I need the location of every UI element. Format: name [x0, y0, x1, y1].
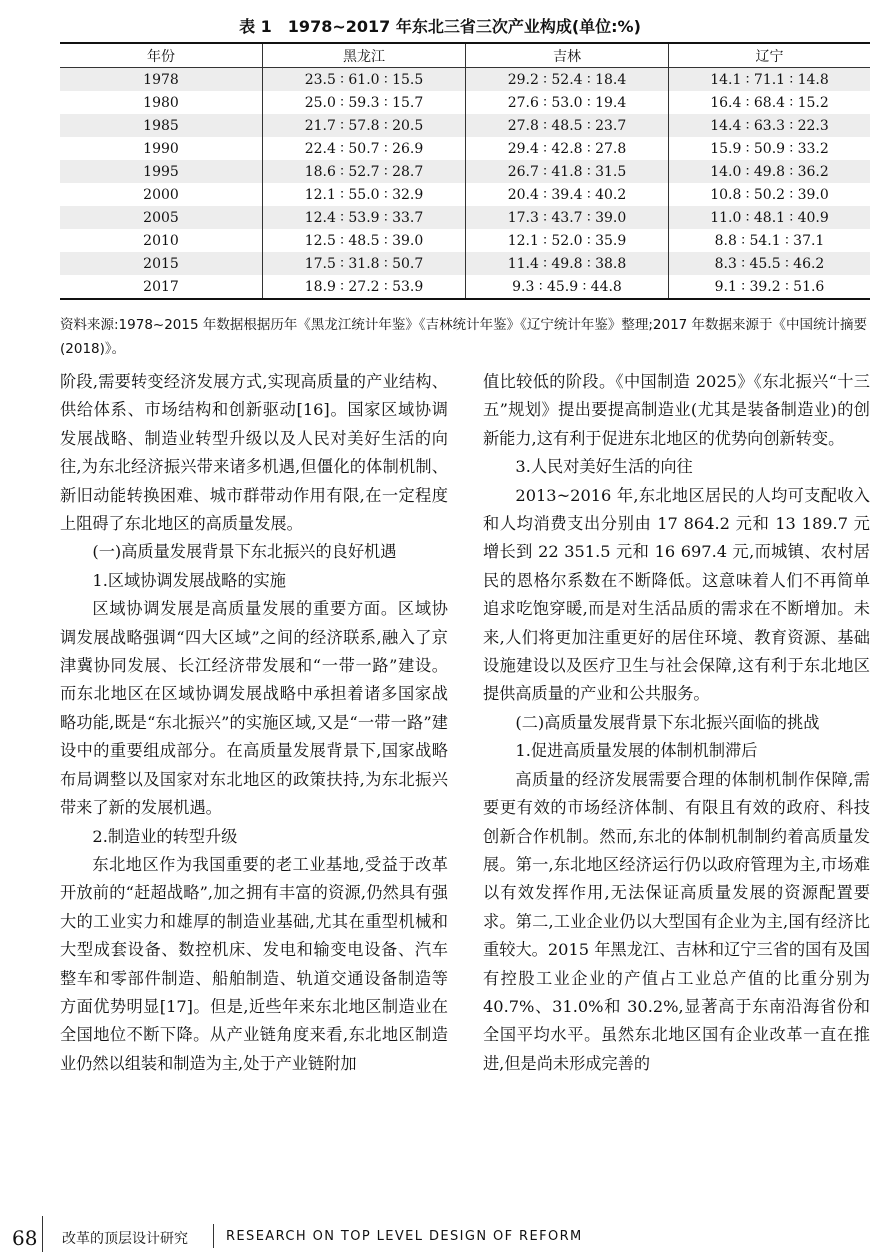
cell-ratio: 9.3 ∶ 45.9 ∶ 44.8	[466, 275, 669, 299]
paragraph: 阶段,需要转变经济发展方式,实现高质量的产业结构、供给体系、市场结构和创新驱动[16]。国家区域协调发展战略、制造业转型升级以及人民对美好生活的向往,为东北经济振兴带来诸多机遇,但僵化的体制机制、新旧动能转换困难、城市群带动作用有限,在一定程度上阻碍了东北地区的高质量发展。	[60, 372, 448, 534]
table-caption: 表 1 1978~2017 年东北三省三次产业构成(单位:%)	[239, 17, 641, 36]
table-row	[60, 252, 870, 275]
journal-title-cn: 改革的顶层设计研究	[62, 1231, 188, 1247]
header-year: 年份	[60, 43, 263, 68]
cell-ratio: 12.1 ∶ 52.0 ∶ 35.9	[466, 229, 669, 252]
cell-year: 2005	[60, 206, 263, 229]
cell-ratio: 10.8 ∶ 50.2 ∶ 39.0	[669, 183, 871, 206]
cell-ratio: 9.1 ∶ 39.2 ∶ 51.6	[669, 275, 871, 299]
cell-ratio: 15.9 ∶ 50.9 ∶ 33.2	[669, 137, 871, 160]
right-text-column	[483, 368, 870, 1078]
cell-ratio: 14.1 ∶ 71.1 ∶ 14.8	[669, 68, 871, 92]
journal-title-en: RESEARCH ON TOP LEVEL DESIGN OF REFORM	[226, 1229, 583, 1244]
cell-ratio: 8.8 ∶ 54.1 ∶ 37.1	[669, 229, 871, 252]
cell-ratio: 17.5 ∶ 31.8 ∶ 50.7	[263, 252, 466, 275]
cell-ratio: 27.6 ∶ 53.0 ∶ 19.4	[466, 91, 669, 114]
cell-ratio: 29.4 ∶ 42.8 ∶ 27.8	[466, 137, 669, 160]
cell-year: 1995	[60, 160, 263, 183]
cell-year: 2010	[143, 232, 179, 249]
footer-divider-line	[42, 1216, 43, 1252]
cell-ratio: 8.3 ∶ 45.5 ∶ 46.2	[669, 252, 871, 275]
paragraph: 1.区域协调发展战略的实施	[92, 570, 286, 590]
cell-ratio: 27.8 ∶ 48.5 ∶ 23.7	[466, 114, 669, 137]
cell-ratio: 12.5 ∶ 48.5 ∶ 39.0	[263, 229, 466, 252]
paragraph: 3.人民对美好生活的向往	[515, 457, 693, 477]
cell-ratio: 23.5 ∶ 61.0 ∶ 15.5	[263, 68, 466, 92]
table-row	[60, 275, 870, 299]
cell-ratio: 14.0 ∶ 49.8 ∶ 36.2	[669, 160, 871, 183]
cell-ratio: 17.3 ∶ 43.7 ∶ 39.0	[466, 206, 669, 229]
page-number: 68	[12, 1226, 38, 1250]
cell-ratio: 18.9 ∶ 27.2 ∶ 53.9	[263, 275, 466, 299]
header-jilin: 吉林	[466, 43, 669, 68]
cell-ratio: 12.1 ∶ 55.0 ∶ 32.9	[263, 183, 466, 206]
paragraph: 区域协调发展是高质量发展的重要方面。区域协调发展战略强调“四大区域”之间的经济联系,融入了京津冀协同发展、长江经济带发展和“一带一路”建设。而东北地区在区域协调发展战略中承担着诸多国家战略功能,既是“东北振兴”的实施区域,又是“一带一路”建设中的重要组成部分。在高质量发展背景下,国家战略布局调整以及国家对东北地区的政策扶持,为东北振兴带来了新的发展机遇。	[60, 599, 448, 818]
industry-structure-table	[60, 42, 870, 300]
table-row	[60, 160, 870, 183]
cell-ratio: 21.7 ∶ 57.8 ∶ 20.5	[263, 114, 466, 137]
table-row	[60, 68, 870, 92]
cell-ratio: 25.0 ∶ 59.3 ∶ 15.7	[263, 91, 466, 114]
cell-ratio: 12.4 ∶ 53.9 ∶ 33.7	[263, 206, 466, 229]
paragraph: 高质量的经济发展需要合理的体制机制作保障,需要更有效的市场经济体制、有限且有效的政府、科技创新合作机制。然而,东北的体制机制制约着高质量发展。第一,东北地区经济运行仍以政府管理为主,市场难以有效发挥作用,无法保证高质量发展的资源配置要求。第二,工业企业仍以大型国有企业为主,国有经济比重较大。2015 年黑龙江、吉林和辽宁三省的国有及国有控股工业企业的产值占工业总产值的比重分别为 40.7%、31.0%和 30.2%,显著高于东南沿海省份和全国平均水平。虽然东北地区国有企业改革一直在推进,但是尚未形成完善的	[483, 769, 870, 1073]
table-row	[60, 91, 870, 114]
cell-ratio: 22.4 ∶ 50.7 ∶ 26.9	[263, 137, 466, 160]
cell-ratio: 26.7 ∶ 41.8 ∶ 31.5	[466, 160, 669, 183]
paragraph: (一)高质量发展背景下东北振兴的良好机遇	[92, 542, 397, 562]
paragraph: (二)高质量发展背景下东北振兴面临的挑战	[515, 712, 820, 732]
paragraph: 东北地区作为我国重要的老工业基地,受益于改革开放前的“赶超战略”,加之拥有丰富的资源,仍然具有强大的工业实力和雄厚的制造业基础,尤其在重型机械和大型成套设备、数控机床、发电和输变电设备、汽车整车和零部件制造、船舶制造、轨道交通设备制造等方面优势明显[17]。但是,近些年来东北地区制造业在全国地位不断下降。从产业链角度来看,东北地区制造业仍然以组装和制造为主,处于产业链附加	[60, 854, 448, 1073]
cell-year: 2000	[143, 186, 179, 203]
cell-year: 1985	[60, 114, 263, 137]
header-heilongjiang: 黑龙江	[263, 43, 466, 68]
cell-ratio: 11.0 ∶ 48.1 ∶ 40.9	[669, 206, 871, 229]
table-header-row	[60, 43, 870, 68]
cell-year: 1980	[143, 94, 179, 111]
table-row	[60, 137, 870, 160]
cell-ratio: 16.4 ∶ 68.4 ∶ 15.2	[669, 91, 871, 114]
cell-year: 1990	[143, 140, 179, 157]
header-liaoning: 辽宁	[669, 43, 871, 68]
cell-ratio: 18.6 ∶ 52.7 ∶ 28.7	[263, 160, 466, 183]
cell-ratio: 29.2 ∶ 52.4 ∶ 18.4	[466, 68, 669, 92]
paragraph: 2013~2016 年,东北地区居民的人均可支配收入和人均消费支出分别由 17 864.2 元和 13 189.7 元增长到 22 351.5 元和 16 697.4 元,而城镇、农村居民的恩格尔系数在不断降低。这意味着人们不再简单追求吃饱穿暖,而是对生活品质的需求在不断增加。未来,人们将更加注重更好的居住环境、教育资源、基础设施建设以及医疗卫生与社会保障,这有利于东北地区提供高质量的产业和公共服务。	[483, 485, 870, 704]
left-text-column	[60, 368, 448, 1078]
cell-ratio: 20.4 ∶ 39.4 ∶ 40.2	[466, 183, 669, 206]
page-footer	[0, 1222, 880, 1253]
journal-title-separator	[213, 1224, 214, 1248]
table-row	[60, 114, 870, 137]
table-row	[60, 229, 870, 252]
cell-year: 2017	[143, 278, 179, 295]
table-row	[60, 183, 870, 206]
paragraph: 2.制造业的转型升级	[92, 826, 238, 846]
table-row	[60, 206, 870, 229]
cell-ratio: 11.4 ∶ 49.8 ∶ 38.8	[466, 252, 669, 275]
cell-ratio: 14.4 ∶ 63.3 ∶ 22.3	[669, 114, 871, 137]
table-source-note: 资料来源:1978~2015 年数据根据历年《黑龙江统计年鉴》《吉林统计年鉴》《辽宁统计年鉴》整理;2017 年数据来源于《中国统计摘要(2018)》。	[60, 317, 868, 357]
cell-year: 2015	[60, 252, 263, 275]
paragraph: 1.促进高质量发展的体制机制滞后	[515, 741, 758, 761]
cell-year: 1978	[60, 68, 263, 92]
paragraph: 值比较低的阶段。《中国制造 2025》《东北振兴“十三五”规划》提出要提高制造业(尤其是装备制造业)的创新能力,这有利于促进东北地区的优势向创新转变。	[483, 372, 870, 448]
